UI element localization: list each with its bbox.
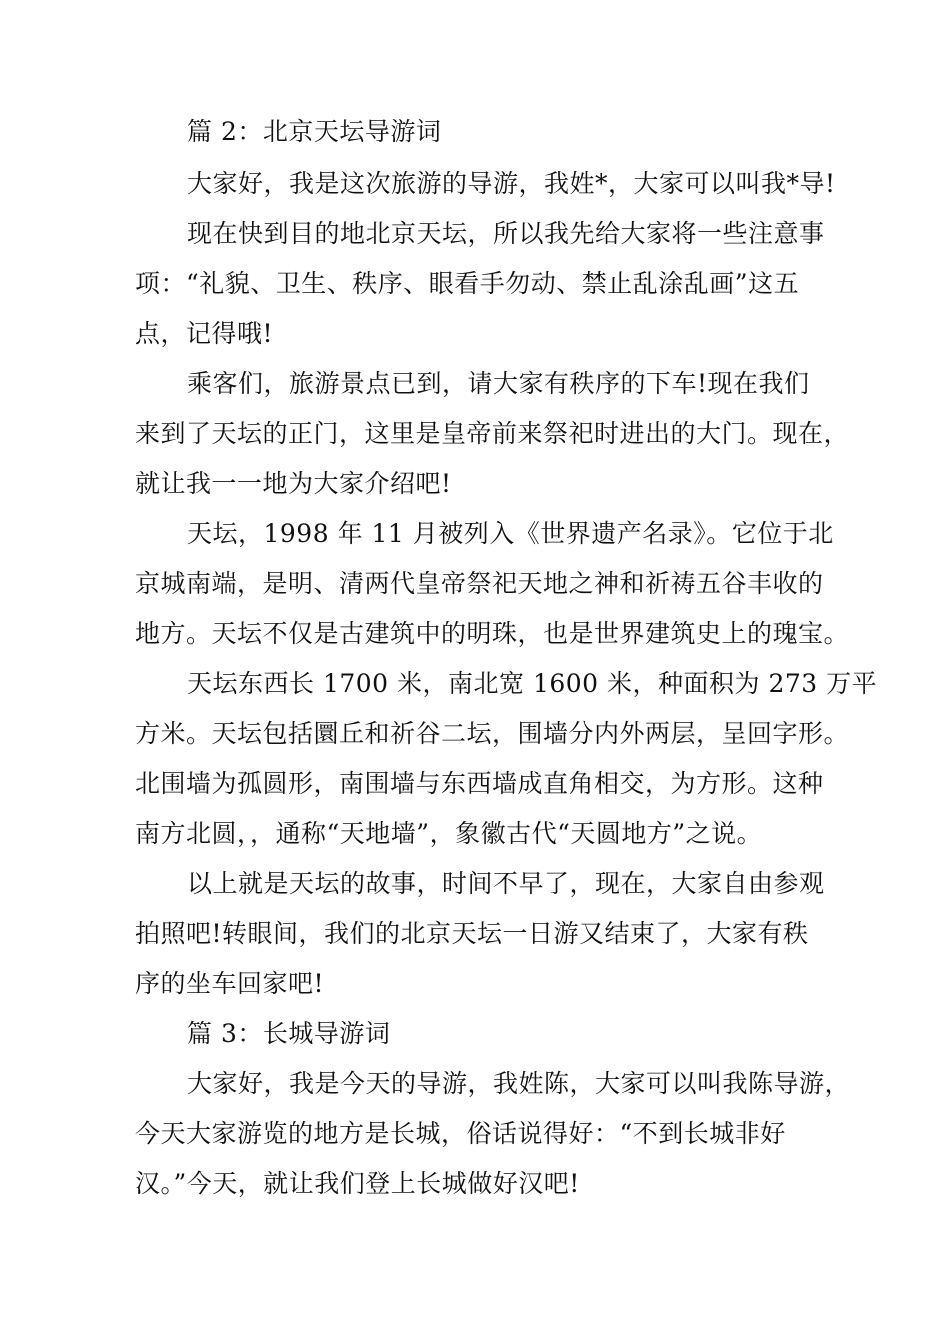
paragraph-line: 天坛，1998 年 11 月被列入《世界遗产名录》。它位于北 [187, 519, 834, 548]
paragraph-line: 今天大家游览的地方是长城，俗话说得好：“不到长城非好 [135, 1119, 786, 1148]
paragraph-line: 现在快到目的地北京天坛，所以我先给大家将一些注意事 [187, 219, 825, 248]
paragraph-line: 北围墙为孤圆形，南围墙与东西墙成直角相交，为方形。这种 [135, 769, 824, 798]
paragraph-line: 京城南端，是明、清两代皇帝祭祀天地之神和祈祷五谷丰收的 [135, 569, 824, 598]
paragraph-line: 以上就是天坛的故事，时间不早了，现在，大家自由参观 [187, 869, 825, 898]
paragraph-line: 天坛东西长 1700 米，南北宽 1600 米，种面积为 273 万平 [187, 669, 878, 698]
paragraph-line: 来到了天坛的正门，这里是皇帝前来祭祀时进出的大门。现在， [135, 419, 850, 448]
paragraph-line: 就让我一一地为大家介绍吧! [135, 469, 452, 498]
paragraph-line: 南方北圆，，通称“天地墙”，象徽古代“天圆地方”之说。 [135, 819, 763, 848]
paragraph-line: 方米。天坛包括圜丘和祈谷二坛，围墙分内外两层，呈回字形。 [135, 719, 850, 748]
paragraph-line: 点，记得哦! [135, 319, 274, 348]
section-heading: 篇 3：长城导游词 [187, 1019, 391, 1048]
paragraph-line: 地方。天坛不仅是古建筑中的明珠，也是世界建筑史上的瑰宝。 [135, 619, 850, 648]
section-heading: 篇 2：北京天坛导游词 [187, 117, 442, 146]
paragraph-line: 序的坐车回家吧! [135, 969, 325, 998]
paragraph-line: 汉。”今天，就让我们登上长城做好汉吧! [135, 1169, 580, 1198]
paragraph-line: 大家好，我是今天的导游，我姓陈，大家可以叫我陈导游， [187, 1069, 851, 1098]
paragraph-line: 拍照吧!转眼间，我们的北京天坛一日游又结束了，大家有秩 [135, 919, 809, 948]
paragraph-line: 项：“礼貌、卫生、秩序、眼看手勿动、禁止乱涂乱画”这五 [135, 269, 800, 298]
paragraph-line: 乘客们，旅游景点已到，请大家有秩序的下车!现在我们 [187, 369, 810, 398]
paragraph-line: 大家好，我是这次旅游的导游，我姓*，大家可以叫我*导! [187, 169, 836, 198]
